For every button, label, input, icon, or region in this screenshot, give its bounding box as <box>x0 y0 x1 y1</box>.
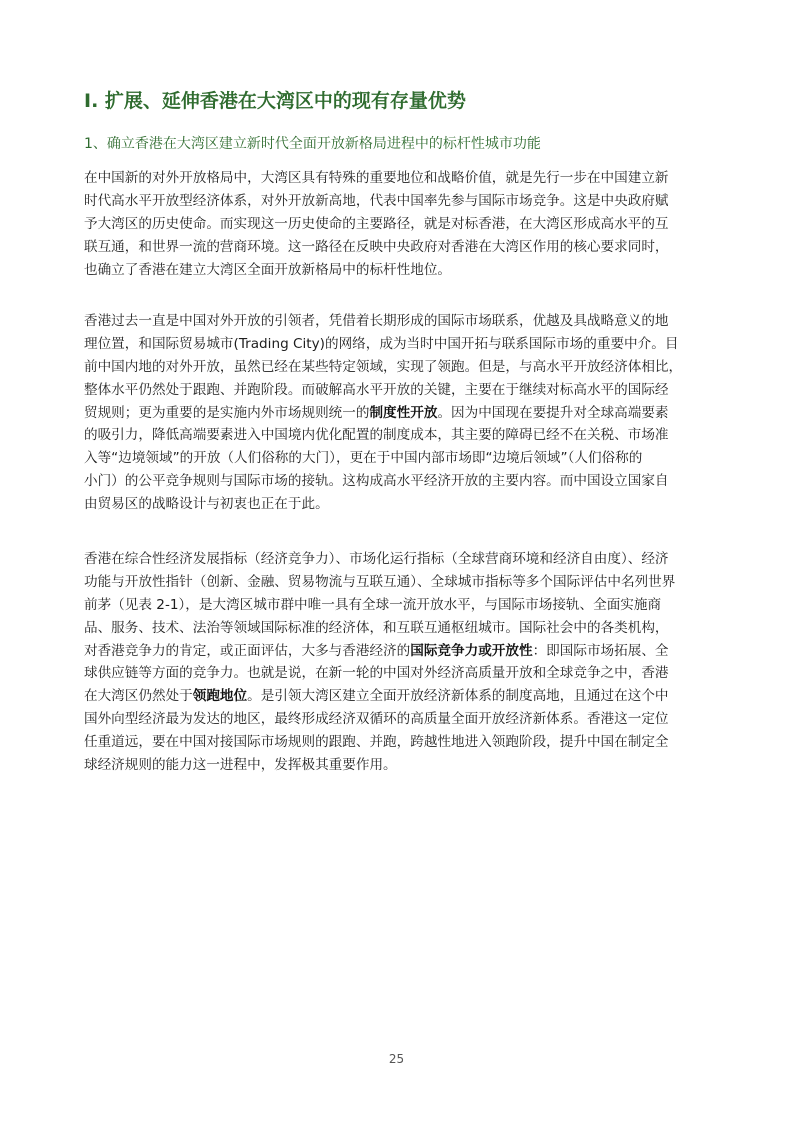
paragraph-line: 由贸易区的战略设计与初衷也正在于此。 <box>84 496 329 513</box>
text-run: 在大湾区仍然处于 <box>84 688 193 705</box>
paragraph-line: 理位置，和国际贸易城市(Trading City)的网络，成为当时中国开拓与联系国际市场的重要中介。目 <box>84 335 679 352</box>
paragraph-line <box>84 402 716 425</box>
paragraph-line: 时代高水平开放型经济体系，对外开放新高地，代表中国率先参与国际市场竞争。这是中央政府赋 <box>84 192 669 209</box>
paragraph-line: 小门）的公平竞争规则与国际市场的接轨。这构成高水平经济开放的主要内容。而中国设立国家自 <box>84 473 669 490</box>
paragraph-line: 整体水平仍然处于跟跑、并跑阶段。而破解高水平开放的关键，主要在于继续对标高水平的国际经 <box>84 381 669 398</box>
paragraph-line: 球供应链等方面的竞争力。也就是说，在新一轮的中国对外经济高质量开放和全球竞争之中，香港 <box>84 665 669 682</box>
subsection-title: 1、确立香港在大湾区建立新时代全面开放新格局进程中的标杆性城市功能 <box>84 136 541 152</box>
paragraph-line: 球经济规则的能力这一进程中，发挥极其重要作用。 <box>84 757 397 774</box>
paragraph-line: 予大湾区的历史使命。而实现这一历史使命的主要路径，就是对标香港，在大湾区形成高水平的互 <box>84 215 669 232</box>
page-number: 25 <box>388 1052 405 1066</box>
bold-term-institutional-opening: 制度性开放 <box>369 404 438 421</box>
paragraph-3 <box>84 548 716 777</box>
paragraph-line: 的吸引力，降低高端要素进入中国境内优化配置的制度成本，其主要的障碍已经不在关税、市场准 <box>84 427 669 444</box>
text-run: 对香港竞争力的肯定，或正面评估，大多与香港经济的 <box>84 642 411 659</box>
paragraph-line: 香港过去一直是中国对外开放的引领者，凭借着长期形成的国际市场联系，优越及具战略意义的地 <box>84 313 669 329</box>
paragraph-line: 前茅（见表 2-1），是大湾区城市群中唯一具有全球一流开放水平，与国际市场接轨、全面实施商 <box>84 596 662 613</box>
section-title: I. 扩展、延伸香港在大湾区中的现有存量优势 <box>84 90 466 112</box>
paragraph-line <box>84 685 716 708</box>
paragraph-line: 入等“边境领域”的开放（人们俗称的大门），更在于中国内部市场即“边境后领域”（人们俗称的 <box>84 450 643 467</box>
paragraph-1 <box>84 167 716 281</box>
paragraph-line: 任重道远，要在中国对接国际市场规则的跟跑、并跑，跨越性地进入领跑阶段，提升中国在制定全 <box>84 734 669 751</box>
paragraph-line: 联互通，和世界一流的营商环境。这一路径在反映中央政府对香港在大湾区作用的核心要求同时， <box>84 238 669 255</box>
bold-term-international-competitiveness: 国际竞争力或开放性 <box>410 642 533 659</box>
paragraph-line <box>84 640 716 663</box>
text-run: 贸规则；更为重要的是实施内外市场规则统一的 <box>84 404 370 421</box>
paragraph-line: 在中国新的对外开放格局中，大湾区具有特殊的重要地位和战略价值，就是先行一步在中国建立新 <box>84 170 669 186</box>
paragraph-line: 香港在综合性经济发展指标（经济竞争力）、市场化运行指标（全球营商环境和经济自由度）、经济 <box>84 551 669 567</box>
text-run: 。因为中国现在要提升对全球高端要素 <box>437 404 669 421</box>
paragraph-line: 品、服务、技术、法治等领域国际标准的经济体，和互联互通枢纽城市。国际社会中的各类机构， <box>84 619 669 636</box>
paragraph-line: 前中国内地的对外开放，虽然已经在某些特定领域，实现了领跑。但是，与高水平开放经济体相比， <box>84 358 683 375</box>
text-run: ：即国际市场拓展、全 <box>532 642 669 659</box>
text-run: 。是引领大湾区建立全面开放经济新体系的制度高地，且通过在这个中 <box>247 688 669 705</box>
paragraph-line: 也确立了香港在建立大湾区全面开放新格局中的标杆性地位。 <box>84 261 452 278</box>
paragraph-line: 功能与开放性指针（创新、金融、贸易物流与互联互通）、全球城市指标等多个国际评估中名列世界 <box>84 573 676 590</box>
bold-term-leading-position: 领跑地位 <box>192 688 248 705</box>
paragraph-line: 国外向型经济最为发达的地区，最终形成经济双循环的高质量全面开放经济新体系。香港这一定位 <box>84 711 669 728</box>
paragraph-2 <box>84 310 716 516</box>
